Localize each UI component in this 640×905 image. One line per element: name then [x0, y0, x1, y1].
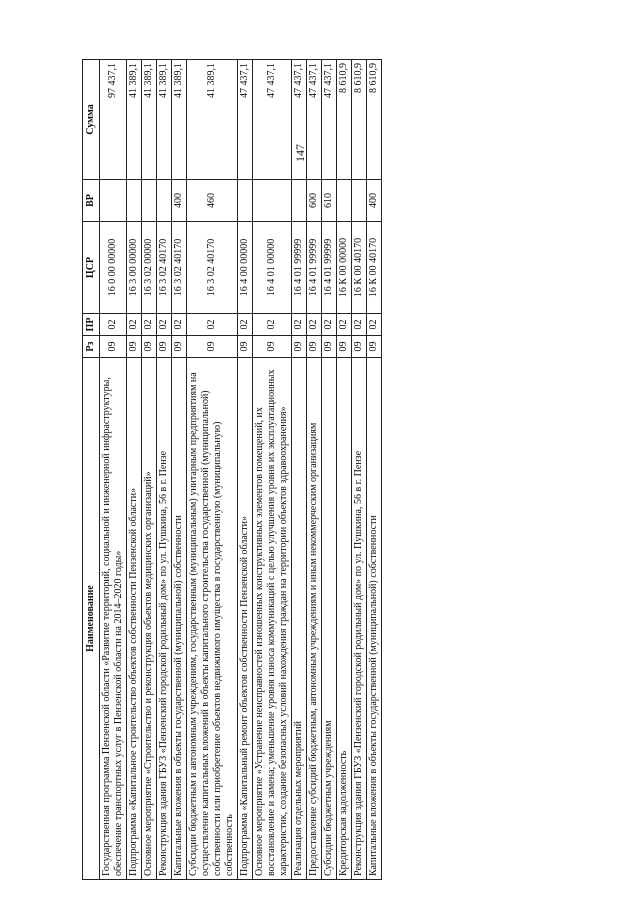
table-row	[187, 60, 238, 880]
row-sum: 8 610,9	[352, 60, 367, 180]
row-sum: 8 610,9	[367, 60, 382, 180]
table-header-row	[83, 60, 100, 880]
row-rz: 09	[322, 336, 337, 358]
row-sum: 41 389,1	[172, 60, 187, 180]
row-name: Реконструкция здания ГБУЗ «Пензенский городской родильный дом» по ул. Пушкина, 56 в г. Пензе	[157, 358, 172, 880]
row-sum: 41 389,1	[187, 60, 238, 180]
row-pr: 02	[307, 314, 322, 336]
row-vr	[127, 180, 142, 222]
row-rz: 09	[337, 336, 352, 358]
table-row	[172, 60, 187, 880]
table-row	[127, 60, 142, 880]
row-vr: 400	[367, 180, 382, 222]
row-vr	[238, 180, 253, 222]
table-row	[100, 60, 127, 880]
row-sum: 41 389,1	[142, 60, 157, 180]
row-sum: 47 437,1	[292, 60, 307, 180]
row-pr: 02	[292, 314, 307, 336]
row-name: Реконструкция здания ГБУЗ «Пензенский городской родильный дом» по ул. Пушкина, 56 в г. Пензе	[352, 358, 367, 880]
row-vr	[292, 180, 307, 222]
budget-table	[82, 59, 382, 880]
row-pr: 02	[100, 314, 127, 336]
row-pr: 02	[187, 314, 238, 336]
row-rz: 09	[238, 336, 253, 358]
row-rz: 09	[187, 336, 238, 358]
row-csr: 16 4 01 99999	[322, 222, 337, 314]
row-rz: 09	[142, 336, 157, 358]
page-number: 147	[293, 144, 307, 162]
row-name: Капитальные вложения в объекты государственной (муниципальной) собственности	[172, 358, 187, 880]
row-vr: 610	[322, 180, 337, 222]
row-name: Реализация отдельных мероприятий	[292, 358, 307, 880]
row-rz: 09	[157, 336, 172, 358]
row-name: Государственная программа Пензенской области «Развитие территорий, социальной и инженерной инфраструктуры, обеспечение транспортных услуг в Пензенской области на 2014–2020 годы»	[100, 358, 127, 880]
row-vr: 460	[187, 180, 238, 222]
row-csr: 16 4 01 00000	[253, 222, 292, 314]
table-row	[238, 60, 253, 880]
row-vr	[142, 180, 157, 222]
row-pr: 02	[142, 314, 157, 336]
row-rz: 09	[307, 336, 322, 358]
row-rz: 09	[172, 336, 187, 358]
row-pr: 02	[352, 314, 367, 336]
header-csr: ЦСР	[83, 222, 100, 314]
row-pr: 02	[157, 314, 172, 336]
row-sum: 47 437,1	[253, 60, 292, 180]
row-vr	[253, 180, 292, 222]
row-csr: 16 4 01 99999	[292, 222, 307, 314]
row-rz: 09	[100, 336, 127, 358]
row-csr: 16 4 01 99999	[307, 222, 322, 314]
row-name: Основное мероприятие «Устранение неисправностей изношенных конструктивных элементов помещений, их восстановление и замена; уменьшение уровня износа коммуникаций с целью улучшения уровня их эксплуатационных характеристик, создание безопасных условий нахождения граждан на территории объектов здравоохранения»	[253, 358, 292, 880]
row-name: Кредиторская задолженность	[337, 358, 352, 880]
row-name: Подпрограмма «Капитальный ремонт объектов собственности Пензенской области»	[238, 358, 253, 880]
row-rz: 09	[127, 336, 142, 358]
table-row	[367, 60, 382, 880]
table-row	[157, 60, 172, 880]
table-row	[307, 60, 322, 880]
row-vr	[157, 180, 172, 222]
row-pr: 02	[172, 314, 187, 336]
rotated-table-container	[82, 60, 522, 880]
row-csr: 16 3 02 40170	[187, 222, 238, 314]
table-row	[292, 60, 307, 880]
row-vr: 600	[307, 180, 322, 222]
row-sum: 47 437,1	[307, 60, 322, 180]
row-csr: 16 К 00 40170	[352, 222, 367, 314]
row-name: Основное мероприятие «Строительство и реконструкция объектов медицинских организаций»	[142, 358, 157, 880]
row-csr: 16 3 00 00000	[127, 222, 142, 314]
row-name: Подпрограмма «Капитальное строительство объектов собственности Пензенской области»	[127, 358, 142, 880]
row-sum: 47 437,1	[238, 60, 253, 180]
row-name: Капитальные вложения в объекты государственной (муниципальной) собственности	[367, 358, 382, 880]
row-csr: 16 К 00 00000	[337, 222, 352, 314]
row-vr	[352, 180, 367, 222]
row-name: Субсидии бюджетным учреждениям	[322, 358, 337, 880]
row-sum: 8 610,9	[337, 60, 352, 180]
row-pr: 02	[253, 314, 292, 336]
row-rz: 09	[253, 336, 292, 358]
row-pr: 02	[337, 314, 352, 336]
row-sum: 47 437,1	[322, 60, 337, 180]
table-row	[142, 60, 157, 880]
header-pr: ПР	[83, 314, 100, 336]
table-row	[337, 60, 352, 880]
header-vr: ВР	[83, 180, 100, 222]
row-csr: 16 3 02 00000	[142, 222, 157, 314]
row-vr	[100, 180, 127, 222]
row-vr: 400	[172, 180, 187, 222]
table-row	[322, 60, 337, 880]
row-csr: 16 К 00 40170	[367, 222, 382, 314]
row-pr: 02	[322, 314, 337, 336]
row-csr: 16 0 00 00000	[100, 222, 127, 314]
row-rz: 09	[367, 336, 382, 358]
row-pr: 02	[367, 314, 382, 336]
row-vr	[337, 180, 352, 222]
row-rz: 09	[352, 336, 367, 358]
table-row	[253, 60, 292, 880]
row-pr: 02	[127, 314, 142, 336]
header-rz: Рз	[83, 336, 100, 358]
row-pr: 02	[238, 314, 253, 336]
header-sum: Сумма	[83, 60, 100, 180]
table-row	[352, 60, 367, 880]
row-sum: 41 389,1	[127, 60, 142, 180]
row-csr: 16 4 00 00000	[238, 222, 253, 314]
row-name: Предоставление субсидий бюджетным, автономным учреждениям и иным некоммерческим организациям	[307, 358, 322, 880]
row-name: Субсидии бюджетным и автономным учреждениям, государственным (муниципальным) унитарным предприятиям на осуществление капитальных вложений в объекты капитального строительства государственной (муниципальной) собственности или приобретение объектов недвижимого имущества в государственную (муниципальную) собственность	[187, 358, 238, 880]
row-csr: 16 3 02 40170	[172, 222, 187, 314]
header-name: Наименование	[83, 358, 100, 880]
row-csr: 16 3 02 40170	[157, 222, 172, 314]
row-sum: 41 389,1	[157, 60, 172, 180]
row-rz: 09	[292, 336, 307, 358]
row-sum: 97 437,1	[100, 60, 127, 180]
